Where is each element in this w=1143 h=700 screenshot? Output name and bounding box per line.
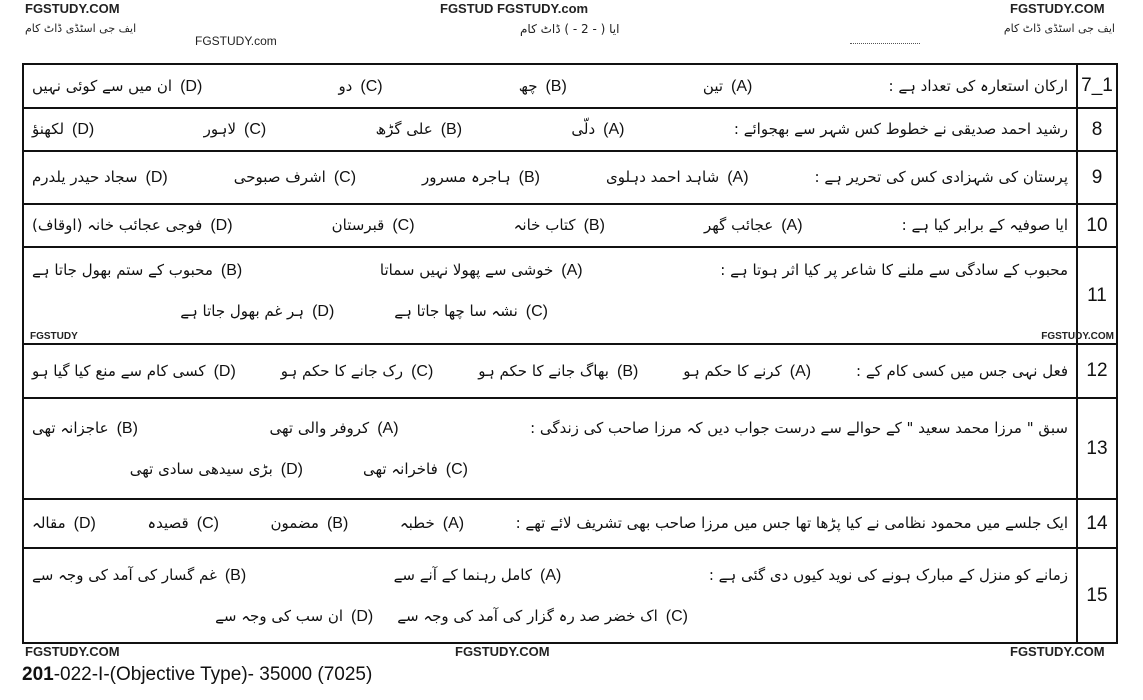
option-a[interactable] [703,74,752,99]
option-b[interactable] [514,213,605,238]
option-text: خوشی سے پھولا نہیں سماتا [379,260,554,279]
option-d[interactable] [32,74,202,99]
option-text: مقالہ [32,514,66,532]
option-label: (A) [603,121,625,138]
option-label: (B) [583,217,605,234]
option-text: کامل رہنما کے آنے سے [393,565,533,584]
option-text: ہاجرہ مسرور [422,168,511,186]
header-dash [850,43,920,44]
paper-code [22,664,372,686]
header-small-watermark: FGSTUDY.com [195,34,277,48]
option-text: دو [338,76,353,95]
option-label: (C) [665,607,688,625]
question-line [32,416,1068,441]
option-label: (A) [442,515,465,532]
option-b[interactable] [478,359,638,384]
question-line [32,359,1068,384]
question-line [32,74,1068,99]
options-line [32,457,1068,482]
option-text: فاخرانہ تھی [363,459,438,478]
option-d[interactable] [32,213,233,238]
option-c[interactable] [147,511,219,536]
option-label: (D) [213,362,236,380]
option-c[interactable] [234,165,356,190]
question-row [24,549,1116,642]
option-c[interactable] [397,604,688,629]
question-text: فعل نہی جس میں کسی کام کے : [856,361,1068,380]
option-label: (C) [196,515,219,532]
page-number: ایا ( - 2 - ) ڈاٹ کام [520,22,620,36]
question-number: 7_1 [1081,75,1113,96]
option-c[interactable] [338,74,382,99]
watermark-top-center: FGSTUD FGSTUDY.com [440,1,589,16]
option-label: (C) [411,362,434,380]
option-label: (A) [731,77,753,95]
question-text: ارکان استعارہ کی تعداد ہے : [888,76,1068,95]
question-text: ایک جلسے میں محمود نظامی نے کیا پڑھا تھا جس میں مرزا صاحب بھی تشریف لائے تھے : [515,514,1068,532]
option-b[interactable] [376,117,462,142]
option-b[interactable] [519,74,567,99]
option-label: (C) [333,169,357,186]
option-text: مضمون [270,514,319,532]
row-watermark-left: FGSTUDY [30,331,78,342]
option-label: (B) [116,419,138,437]
option-text: محبوب کے ستم بھول جاتا ہے [32,260,213,279]
question-number: 12 [1086,360,1108,381]
option-d[interactable] [32,117,94,142]
option-text: عجائب گھر [703,216,774,234]
option-label: (C) [445,460,468,478]
option-text: ان میں سے کوئی نہیں [32,76,173,95]
option-d[interactable] [130,457,303,482]
watermark-top-right: FGSTUDY.COM [1010,1,1105,16]
option-b[interactable] [32,416,138,441]
option-label: (B) [326,515,349,532]
option-text: لکھنؤ [32,120,65,138]
question-number: 13 [1086,437,1108,459]
question-number: 8 [1091,118,1103,140]
watermark-bottom-center: FGSTUDY.COM [455,644,550,659]
option-label: (D) [73,515,96,532]
option-text: قصیدہ [147,514,189,532]
option-label: (B) [518,169,540,186]
question-text: محبوب کے سادگی سے ملنے کا شاعر پر کیا اثر ہوتا ہے : [720,260,1068,279]
option-c[interactable] [332,213,415,238]
option-label: (A) [377,419,399,437]
question-line [32,511,1068,536]
options-line [32,604,1068,629]
paper-code-rest: -022-I-(Objective Type)- 35000 (7025) [53,664,373,685]
option-text: غم گسار کی آمد کی وجہ سے [32,565,217,584]
option-text: فوجی عجائب خانہ (اوقاف) [32,216,203,234]
question-number: 11 [1087,284,1107,306]
question-text: ایا صوفیہ کے برابر کیا ہے : [901,216,1068,234]
question-row [24,248,1116,345]
option-label: (C) [525,302,548,320]
option-a[interactable] [606,165,749,190]
options-line [32,299,1068,324]
header-urdu-left: ایف جی اسٹڈی ڈاٹ کام [25,22,137,35]
question-text: پرستان کی شہزادی کس کی تحریر ہے : [814,168,1068,186]
option-a[interactable] [704,213,803,238]
option-text: چھ [518,76,538,95]
option-d[interactable] [32,359,236,384]
question-row [24,345,1116,399]
option-d[interactable] [215,604,373,629]
question-text: رشید احمد صدیقی نے خطوط کس شہر سے بھجوائے : [733,120,1068,138]
option-label: (C) [244,121,267,138]
question-line [32,213,1068,238]
option-a[interactable] [571,117,624,142]
option-text: اک خضر صد رہ گزار کی آمد کی وجہ سے [397,606,658,625]
option-label: (A) [727,169,749,186]
option-text: ہر غم بھول جاتا ہے [180,301,305,320]
option-d[interactable] [32,165,168,190]
watermark-top-left: FGSTUDY.COM [25,1,120,16]
question-row [24,65,1116,109]
question-line [32,563,1068,588]
option-text: سجاد حیدر یلدرم [32,168,138,186]
option-b[interactable] [422,165,540,190]
option-a[interactable] [380,258,583,283]
option-label: (C) [392,217,415,234]
question-row [24,109,1116,152]
option-text: کروفر والی تھی [269,418,370,437]
question-text: سبق " مرزا محمد سعید " کے حوالے سے درست جواب دیں کہ مرزا صاحب کی زندگی : [530,418,1068,437]
option-c[interactable] [204,117,267,142]
option-label: (B) [224,566,247,584]
option-text: قبرستان [331,216,385,234]
paper-code-bold: 201 [22,664,54,685]
option-label: (A) [789,362,812,380]
question-text: زمانے کو منزل کے مبارک ہونے کی نوید کیوں دی گئی ہے : [708,565,1068,584]
option-b[interactable] [32,258,242,283]
watermark-bottom-right: FGSTUDY.COM [1010,644,1105,659]
option-label: (D) [72,121,95,138]
option-text: کسی کام سے منع کیا گیا ہو [32,361,206,380]
watermark-bottom-left: FGSTUDY.COM [25,644,120,659]
row-watermark-right: FGSTUDY.COM [1041,331,1114,342]
question-line [32,117,1068,142]
option-label: (C) [360,77,383,95]
option-c[interactable] [394,299,548,324]
option-label: (B) [545,77,567,95]
question-number: 14 [1086,512,1108,534]
option-label: (D) [280,460,303,478]
question-line [32,165,1068,190]
option-b[interactable] [270,511,348,536]
option-label: (A) [561,261,583,279]
option-a[interactable] [269,416,398,441]
option-label: (B) [220,261,243,279]
option-label: (B) [616,362,639,380]
option-label: (D) [210,217,233,234]
option-text: شاہد احمد دہلوی [605,168,720,186]
option-text: دلّی [571,120,596,138]
option-text: عاجزانہ تھی [32,418,109,437]
option-text: لاہور [203,120,236,138]
option-text: خطبہ [399,514,435,532]
question-row [24,399,1116,500]
option-text: ان سب کی وجہ سے [215,606,343,625]
question-row [24,205,1116,248]
option-c[interactable] [363,457,468,482]
option-a[interactable] [394,563,562,588]
question-row [24,500,1116,549]
option-text: بڑی سیدھی سادی تھی [129,459,273,478]
option-a[interactable] [683,359,811,384]
option-label: (D) [312,302,335,320]
questions-table [22,63,1118,644]
option-text: علی گڑھ [375,120,433,138]
option-d[interactable] [180,299,334,324]
question-number: 10 [1086,214,1108,236]
option-label: (D) [180,77,203,95]
option-label: (A) [540,566,562,584]
question-row [24,152,1116,205]
option-text: رک جانے کا حکم ہو [280,361,404,380]
option-c[interactable] [281,359,434,384]
option-b[interactable] [32,563,246,588]
option-label: (B) [440,121,463,138]
question-number: 9 [1091,166,1103,188]
option-text: کتاب خانہ [513,216,576,234]
option-label: (D) [145,169,168,186]
option-text: بھاگ جانے کا حکم ہو [478,361,609,380]
header-urdu-right: ایف جی اسٹڈی ڈاٹ کام [1003,22,1115,35]
option-text: کرنے کا حکم ہو [683,361,782,380]
question-line [32,258,1068,283]
option-text: تین [702,76,724,95]
option-text: نشہ سا چھا جاتا ہے [394,301,518,320]
option-a[interactable] [400,511,464,536]
option-text: اشرف صبوحی [233,168,326,186]
option-label: (D) [351,607,374,625]
option-label: (A) [781,217,803,234]
question-number: 15 [1086,584,1108,606]
option-d[interactable] [32,511,96,536]
